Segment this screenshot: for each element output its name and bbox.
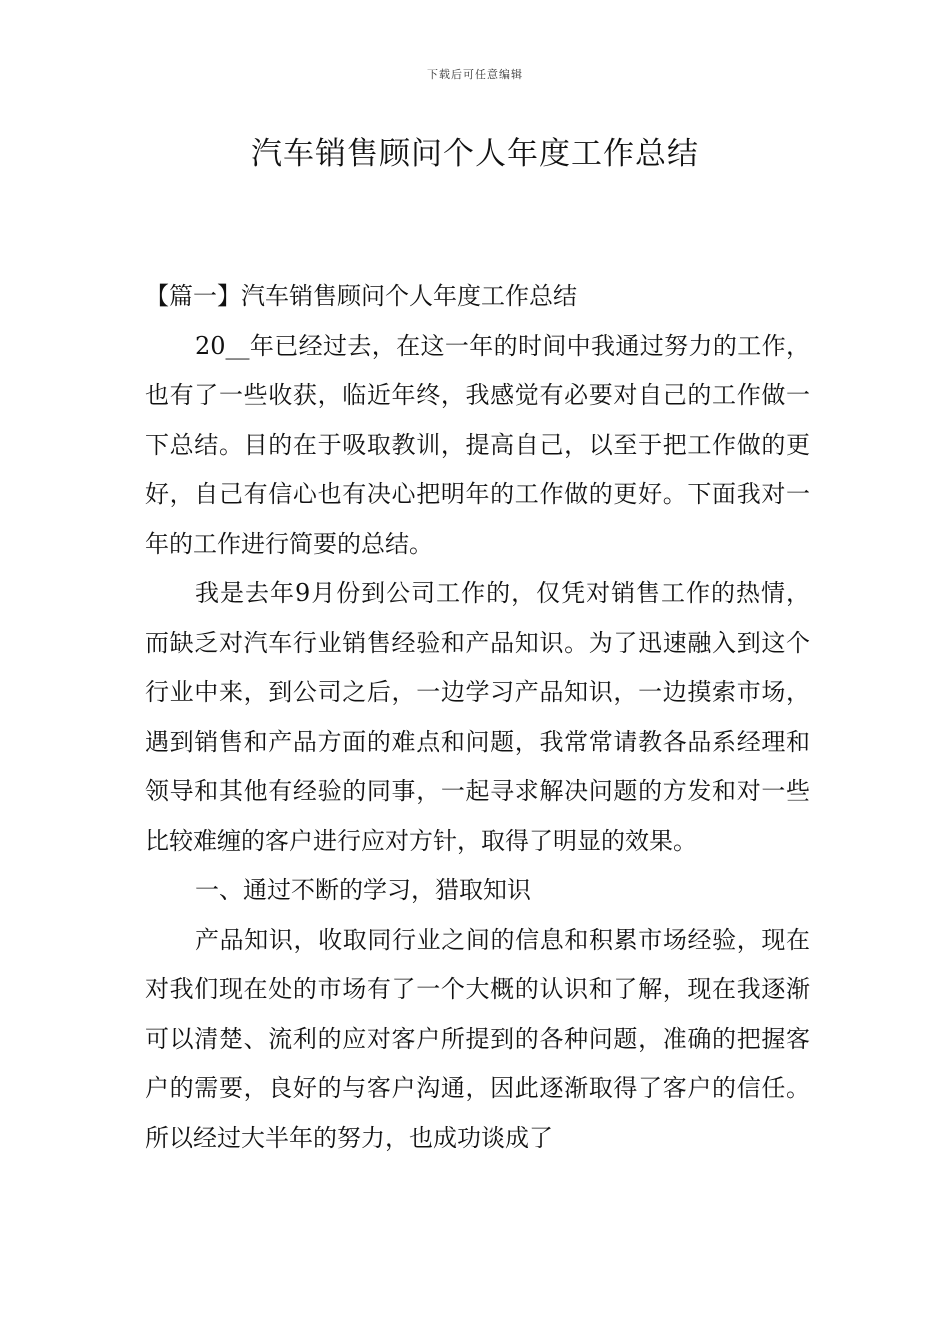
document-body: [145, 272, 810, 1163]
section-heading: 【篇一】汽车销售顾问个人年度工作总结: [145, 282, 577, 310]
paragraph-background: 我是去年9月份到公司工作的，仅凭对销售工作的热情，而缺乏对汽车行业销售经验和产品知识。为了迅速融入到这个行业中来，到公司之后，一边学习产品知识，一边摸索市场，遇到销售和产品方面的难点和问题，我常常请教各品系经理和领导和其他有经验的同事，一起寻求解决问题的方发和对一些比较难缠的客户进行应对方针，取得了明显的效果。: [145, 579, 810, 855]
header-note: 下载后可任意编辑: [427, 68, 523, 81]
document-title: 汽车销售顾问个人年度工作总结: [251, 136, 699, 172]
paragraph-intro: 20__年已经过去，在这一年的时间中我通过努力的工作，也有了一些收获，临近年终，我感觉有必要对自己的工作做一下总结。目的在于吸取教训，提高自己，以至于把工作做的更好，自己有信心也有决心把明年的工作做的更好。下面我对一年的工作进行简要的总结。: [145, 331, 810, 558]
subheading-learning: 一、通过不断的学习，猎取知识: [195, 876, 531, 904]
paragraph-knowledge: 产品知识，收取同行业之间的信息和积累市场经验，现在对我们现在处的市场有了一个大概的认识和了解，现在我逐渐可以清楚、流利的应对客户所提到的各种问题，准确的把握客户的需要，良好的与客户沟通，因此逐渐取得了客户的信任。所以经过大半年的努力，也成功谈成了: [145, 925, 810, 1152]
